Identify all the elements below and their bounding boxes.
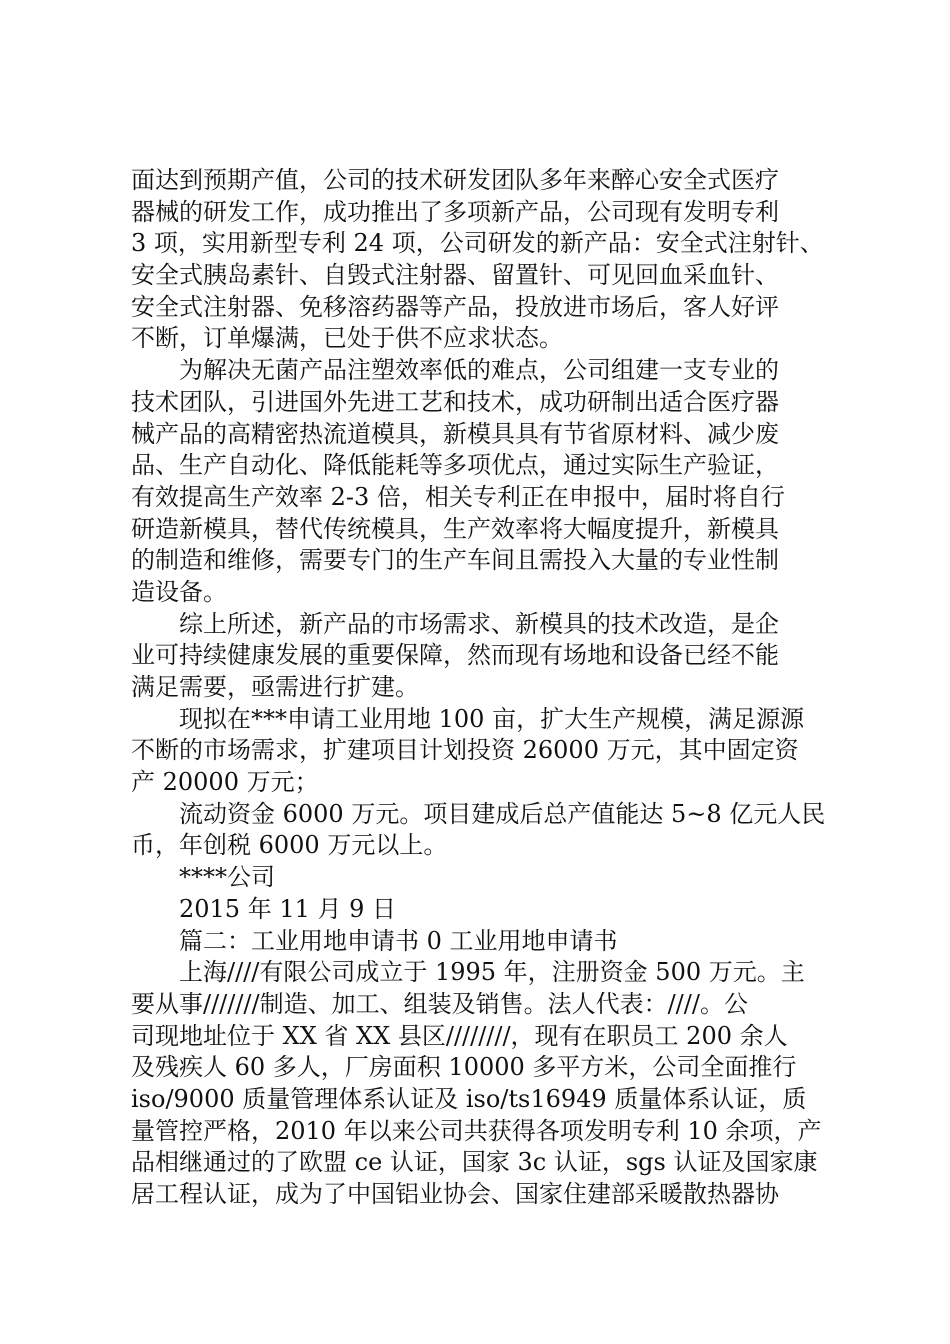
text-line: 居工程认证，成为了中国铝业协会、国家住建部采暖散热器协	[131, 1180, 779, 1208]
text-line: 业可持续健康发展的重要保障，然而现有场地和设备已经不能	[131, 641, 779, 670]
text-line: 要从事///////制造、加工、组装及销售。法人代表：////。公	[131, 989, 748, 1018]
text-line: 及残疾人 60 多人，厂房面积 10000 多平方米，公司全面推行	[131, 1053, 797, 1082]
document-body	[131, 165, 851, 1211]
text-line: 有效提高生产效率 2-3 倍，相关专利正在申报中，届时将自行	[131, 482, 785, 511]
signature-date: 2015 年 11 月 9 日	[179, 894, 397, 923]
paragraph-start-line: 流动资金 6000 万元。项目建成后总产值能达 5~8 亿元人民	[179, 799, 826, 828]
paragraph-start-line: 综上所述，新产品的市场需求、新模具的技术改造，是企	[179, 609, 779, 638]
text-line: 安全式注射器、免移溶药器等产品，投放进市场后，客人好评	[131, 292, 779, 321]
text-line: 安全式胰岛素针、自毁式注射器、留置针、可见回血采血针、	[131, 261, 779, 290]
text-line: 品、生产自动化、降低能耗等多项优点，通过实际生产验证，	[131, 451, 779, 480]
text-line: 产 20000 万元；	[131, 768, 319, 797]
section-heading: 篇二：工业用地申请书 0 工业用地申请书	[179, 926, 618, 955]
paragraph-start-line: 上海////有限公司成立于 1995 年，注册资金 500 万元。主	[179, 958, 805, 987]
company-signature: ****公司	[179, 863, 275, 892]
text-line: 币，年创税 6000 万元以上。	[131, 831, 448, 860]
text-line: 的制造和维修，需要专门的生产车间且需投入大量的专业性制	[131, 546, 779, 575]
text-line: 研造新模具，替代传统模具，生产效率将大幅度提升，新模具	[131, 514, 779, 543]
text-line: 器械的研发工作，成功推出了多项新产品，公司现有发明专利	[131, 197, 779, 226]
text-line: 面达到预期产值，公司的技术研发团队多年来醉心安全式医疗	[131, 166, 779, 194]
text-line: 满足需要，亟需进行扩建。	[131, 673, 419, 701]
paragraph-start-line: 为解决无菌产品注塑效率低的难点，公司组建一支专业的	[179, 356, 779, 385]
text-line: 不断，订单爆满，已处于供不应求状态。	[131, 324, 563, 353]
text-line: 械产品的高精密热流道模具，新模具具有节省原材料、减少废	[131, 419, 779, 448]
text-line: 造设备。	[131, 577, 227, 606]
text-line: 不断的市场需求，扩建项目计划投资 26000 万元，其中固定资	[131, 736, 799, 765]
text-line: 技术团队，引进国外先进工艺和技术，成功研制出适合医疗器	[131, 387, 779, 416]
text-line: 品相继通过的了欧盟 ce 认证，国家 3c 认证，sgs 认证及国家康	[131, 1148, 818, 1177]
text-line: 司现地址位于 XX 省 XX 县区////////，现有在职员工 200 余人	[131, 1021, 788, 1050]
paragraph-start-line: 现拟在***申请工业用地 100 亩，扩大生产规模，满足源源	[179, 704, 805, 733]
text-line: iso/9000 质量管理体系认证及 iso/ts16949 质量体系认证，质	[131, 1084, 807, 1113]
text-line: 3 项，实用新型专利 24 项，公司研发的新产品：安全式注射针、	[131, 229, 824, 258]
text-line: 量管控严格，2010 年以来公司共获得各项发明专利 10 余项，产	[131, 1116, 822, 1145]
